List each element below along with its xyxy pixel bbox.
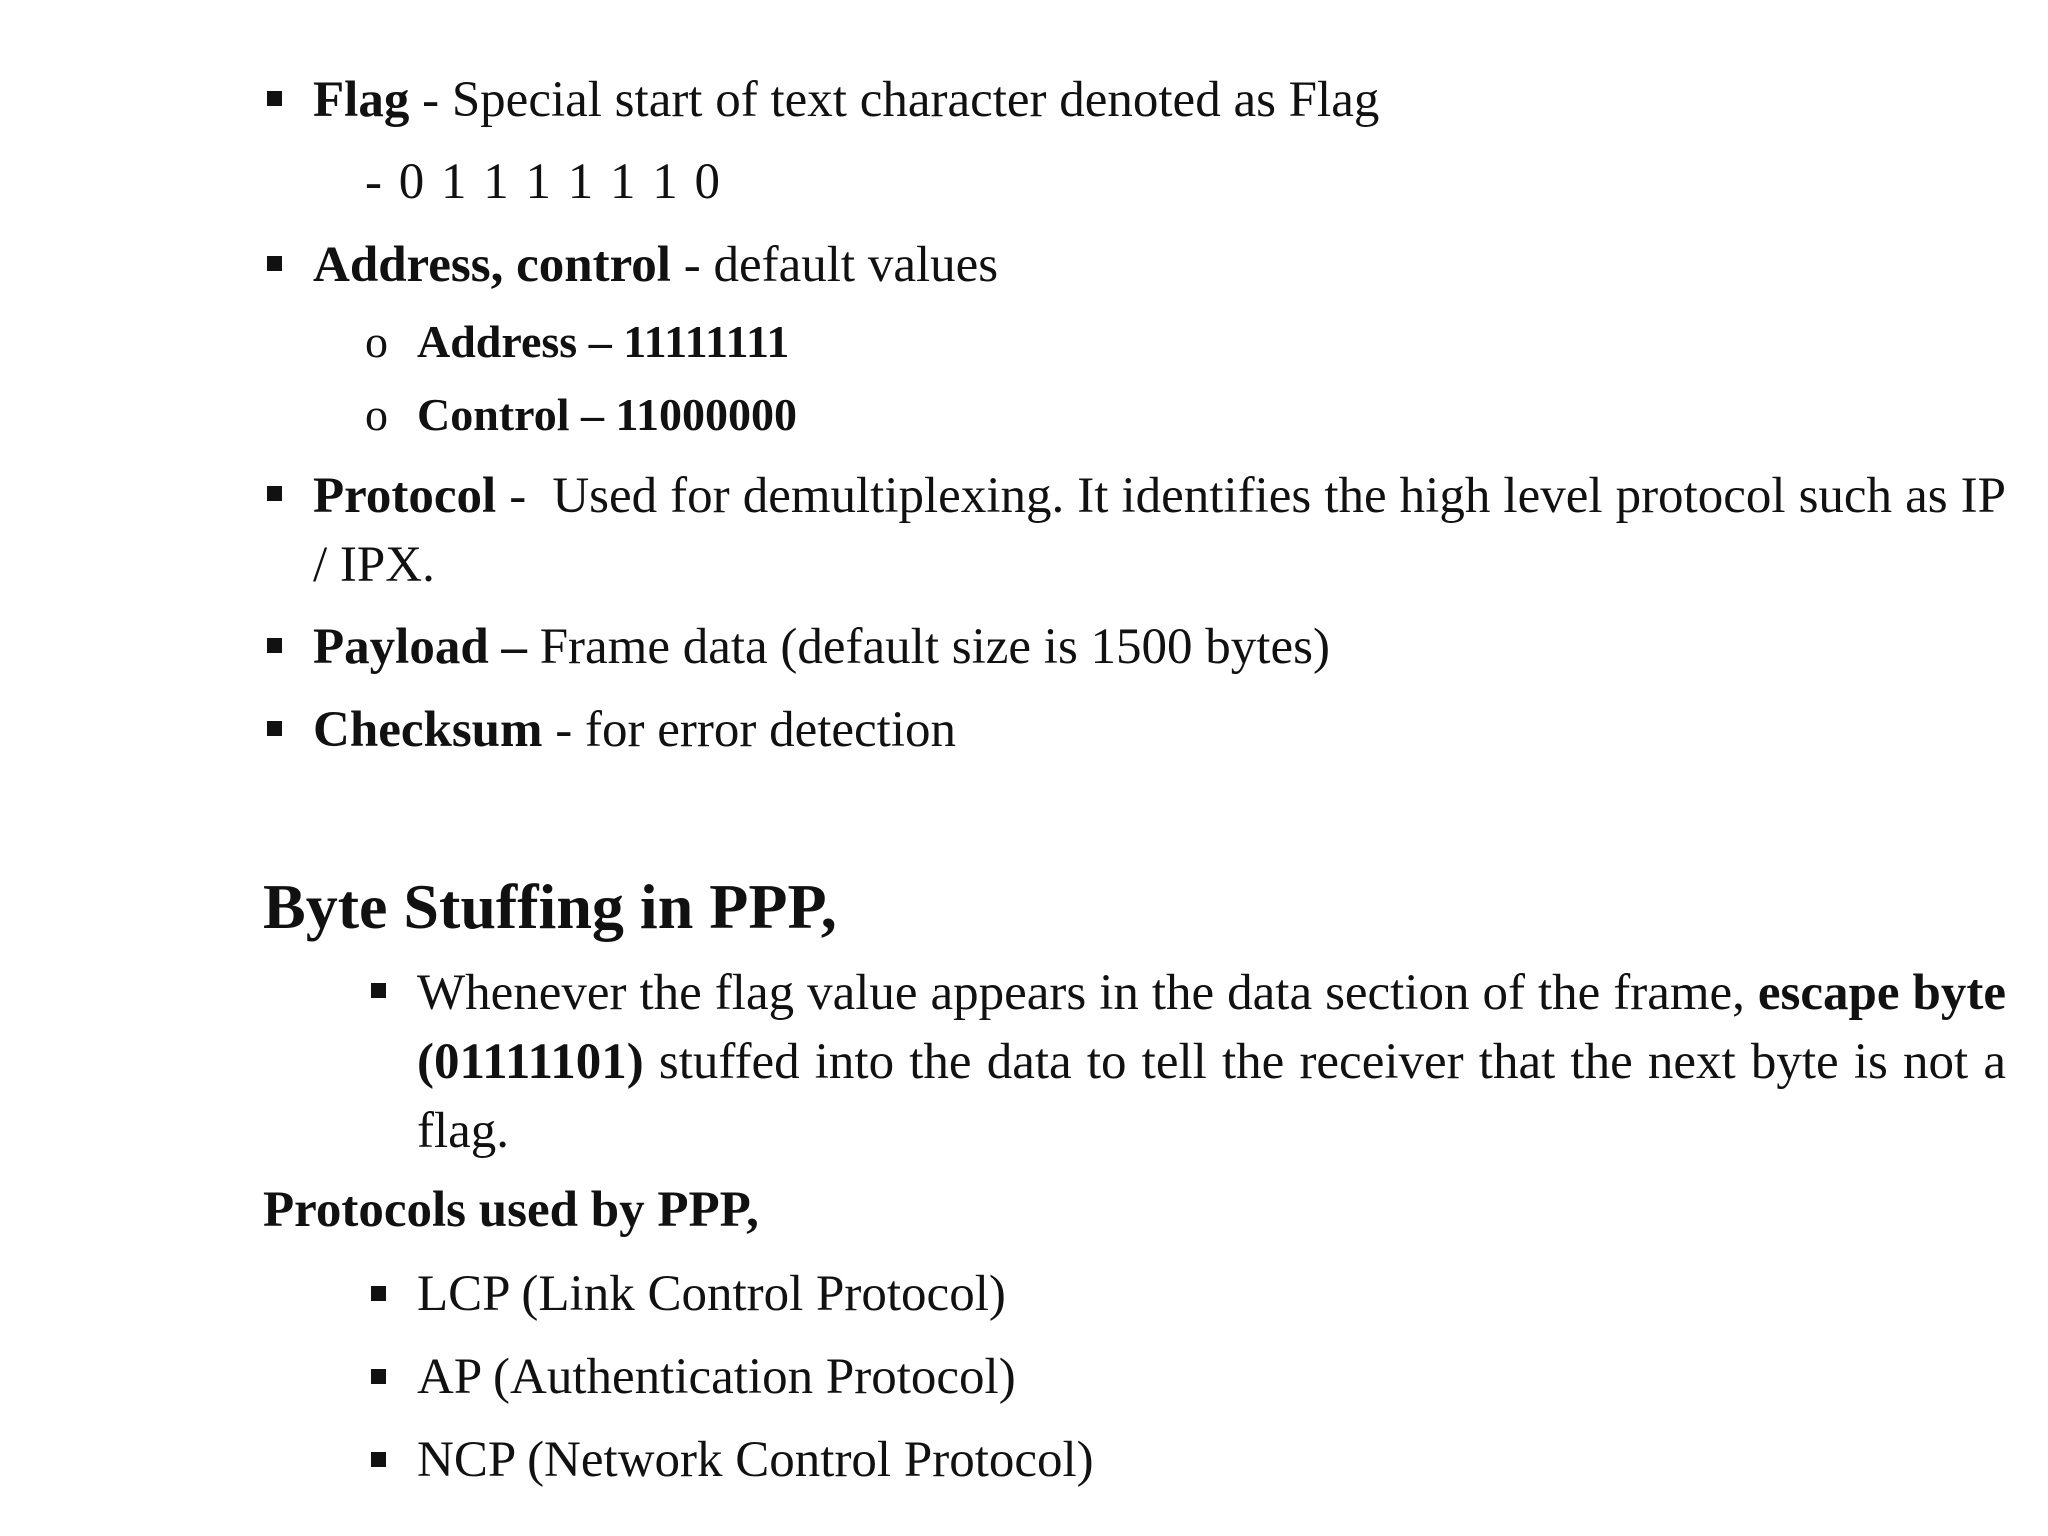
- checksum-item: [313, 700, 956, 760]
- flag-value-text: - 0 1 1 1 1 1 1 0: [365, 154, 722, 210]
- bullet-square-icon: [371, 1286, 386, 1301]
- address-control-item: [313, 235, 998, 295]
- address-subitem: [365, 314, 790, 370]
- byte-stuffing-pre: Whenever the flag value appears in the data section of the frame,: [417, 965, 1758, 1021]
- address-control-sep: -: [670, 237, 714, 293]
- payload-sep: [527, 619, 540, 675]
- protocol-desc: Used for demultiplexing. It identifies the high level protocol such as IP / IPX.: [313, 468, 2006, 593]
- byte-stuffing-text: [417, 959, 2006, 1166]
- flag-item: [313, 70, 1379, 130]
- payload-item: [313, 617, 1330, 677]
- protocol-list-item: LCP (Link Control Protocol): [417, 1266, 1006, 1322]
- bullet-square-icon: [267, 486, 282, 501]
- sub-marker: o: [365, 389, 388, 440]
- payload-term: Payload –: [313, 619, 527, 675]
- bullet-square-icon: [267, 638, 282, 653]
- protocol-list-item: AP (Authentication Protocol): [417, 1349, 1016, 1405]
- control-subitem: [365, 387, 797, 443]
- flag-term: Flag: [313, 72, 410, 128]
- address-control-term: Address, control: [313, 237, 671, 293]
- checksum-sep: -: [542, 702, 586, 758]
- byte-stuffing-post: stuffed into the data to tell the receiver that the next byte is not a flag.: [417, 1034, 2006, 1159]
- control-value: Control – 11000000: [417, 389, 797, 440]
- byte-stuffing-heading: Byte Stuffing in PPP,: [263, 871, 837, 942]
- sub-marker: o: [365, 316, 388, 367]
- bullet-square-icon: [371, 1369, 386, 1384]
- protocol-list-item: NCP (Network Control Protocol): [417, 1432, 1094, 1488]
- bullet-square-icon: [267, 721, 282, 736]
- protocol-sep: -: [496, 468, 553, 524]
- protocol-item: [313, 462, 2006, 600]
- flag-desc: Special start of text character denoted as Flag: [451, 72, 1380, 128]
- protocols-heading: Protocols used by PPP,: [263, 1182, 759, 1238]
- flag-value: [365, 152, 722, 212]
- payload-desc: Frame data (default size is 1500 bytes): [539, 619, 1330, 675]
- address-control-desc: default values: [713, 237, 999, 293]
- address-value: Address – 11111111: [417, 316, 790, 367]
- escape-byte-text: escape byte (01111101): [417, 965, 2006, 1090]
- flag-sep: -: [409, 72, 452, 128]
- bullet-square-icon: [267, 91, 282, 106]
- checksum-desc: for error detection: [585, 702, 956, 758]
- checksum-term: Checksum: [313, 702, 543, 758]
- bullet-square-icon: [371, 983, 386, 998]
- bullet-square-icon: [371, 1452, 386, 1467]
- protocol-term: Protocol: [313, 468, 497, 524]
- bullet-square-icon: [267, 256, 282, 271]
